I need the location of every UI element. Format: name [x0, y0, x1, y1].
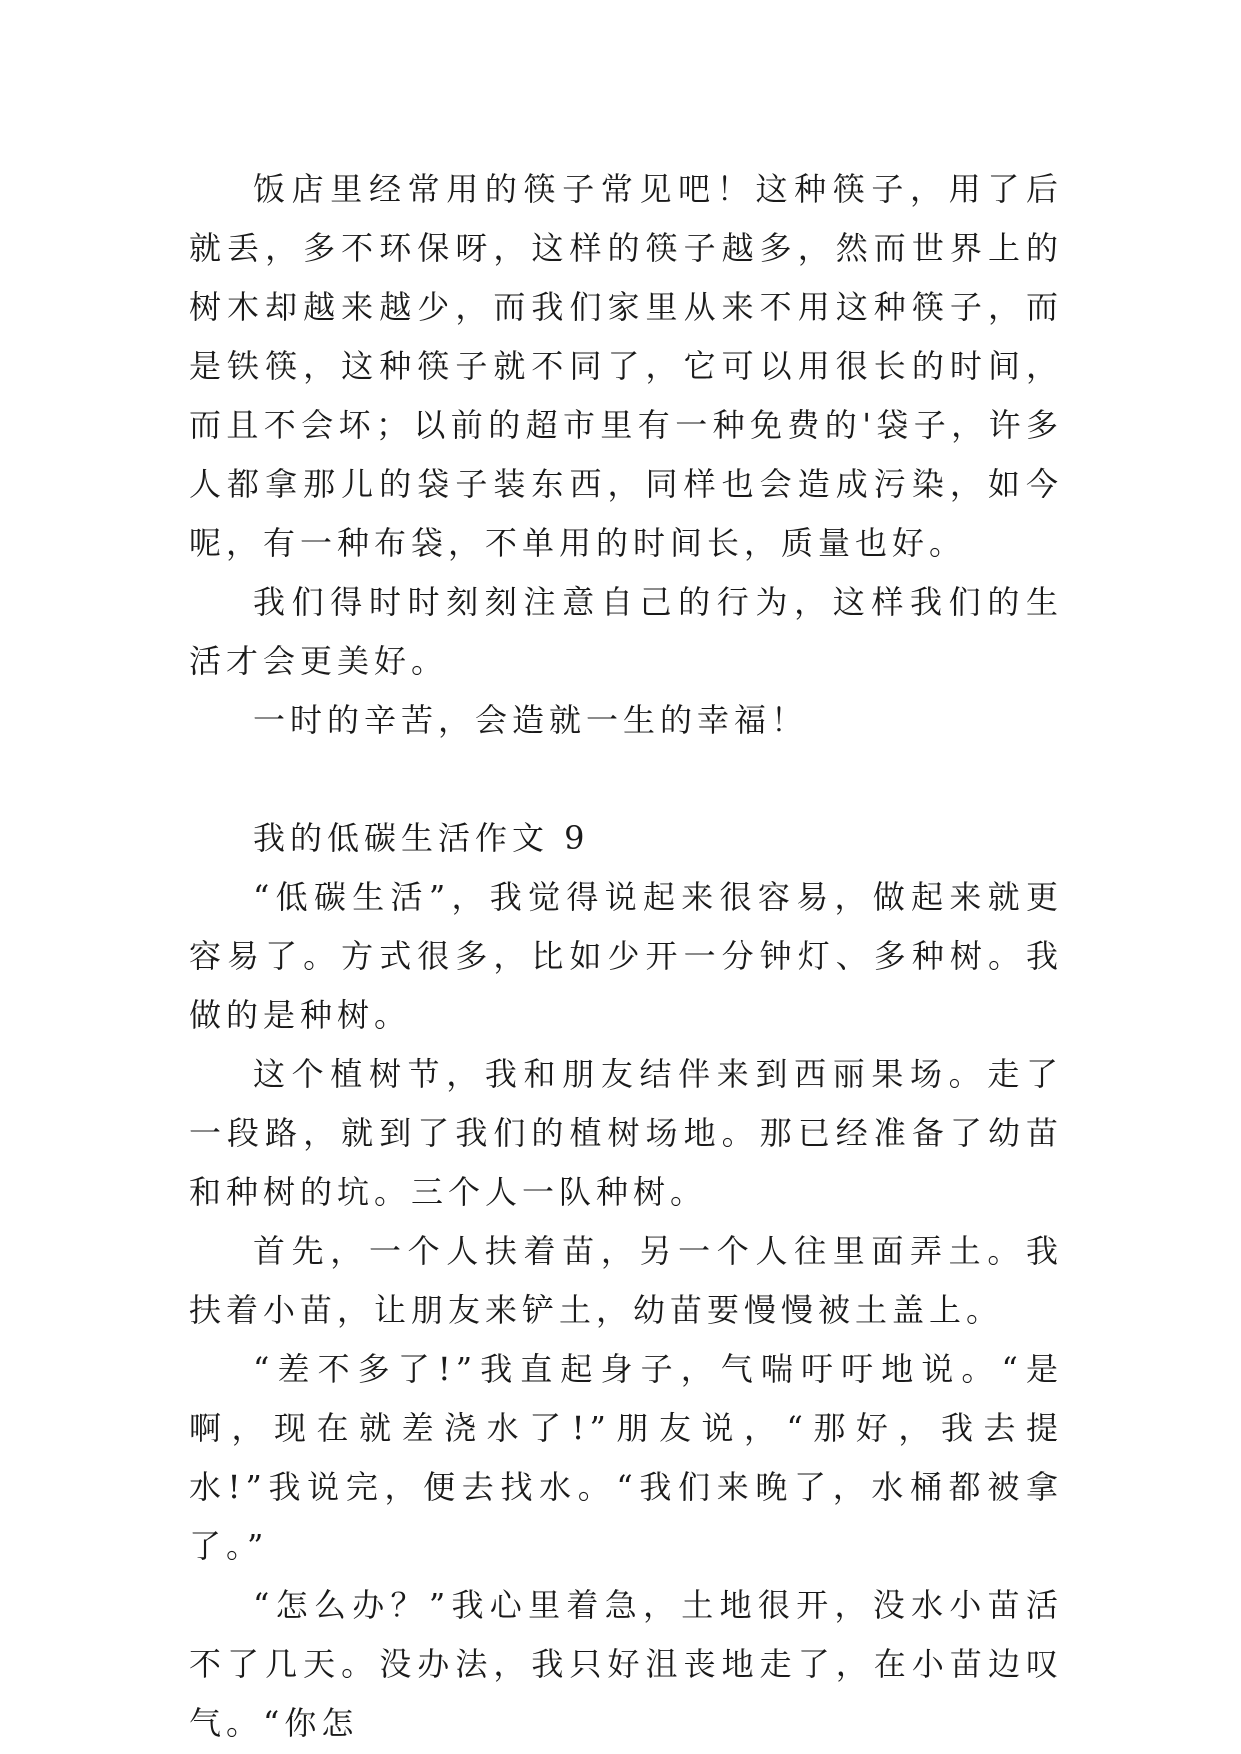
section-spacer	[189, 750, 1063, 809]
essay-heading: 我的低碳生活作文 9	[253, 819, 590, 857]
paragraph-chopsticks-bags: 饭店里经常用的筷子常见吧！这种筷子，用了后就丢，多不环保呀，这样的筷子越多，然而世界上的树木却越来越少，而我们家里从来不用这种筷子，而是铁筷，这种筷子就不同了，它可以用很长的时间，而且不会坏；以前的超市里有一种免费的'袋子，许多人都拿那儿的袋子装东西，同样也会造成污染，如今呢，有一种布袋，不单用的时间长，质量也好。	[189, 170, 1063, 562]
document-body	[189, 160, 1063, 1753]
paragraph-planting: 首先，一个人扶着苗，另一个人往里面弄土。我扶着小苗，让朋友来铲土，幼苗要慢慢被土盖上。	[189, 1232, 1063, 1329]
paragraph-behavior: 我们得时时刻刻注意自己的行为，这样我们的生活才会更美好。	[189, 583, 1063, 680]
paragraph-watering: “差不多了!”我直起身子，气喘吁吁地说。“是啊，现在就差浇水了!”朋友说，“那好，我去提水!”我说完，便去找水。“我们来晚了，水桶都被拿了。”	[189, 1350, 1063, 1565]
paragraph-low-carbon-intro: “低碳生活”，我觉得说起来很容易，做起来就更容易了。方式很多，比如少开一分钟灯、多种树。我做的是种树。	[189, 878, 1063, 1034]
paragraph-what-to-do: “怎么办？”我心里着急，土地很开，没水小苗活不了几天。没办法，我只好沮丧地走了，在小苗边叹气。“你怎	[189, 1586, 1063, 1742]
paragraph-arbor-day: 这个植树节，我和朋友结伴来到西丽果场。走了一段路，就到了我们的植树场地。那已经准备了幼苗和种树的坑。三个人一队种树。	[189, 1055, 1063, 1211]
paragraph-happiness: 一时的辛苦，会造就一生的幸福！	[253, 701, 809, 739]
